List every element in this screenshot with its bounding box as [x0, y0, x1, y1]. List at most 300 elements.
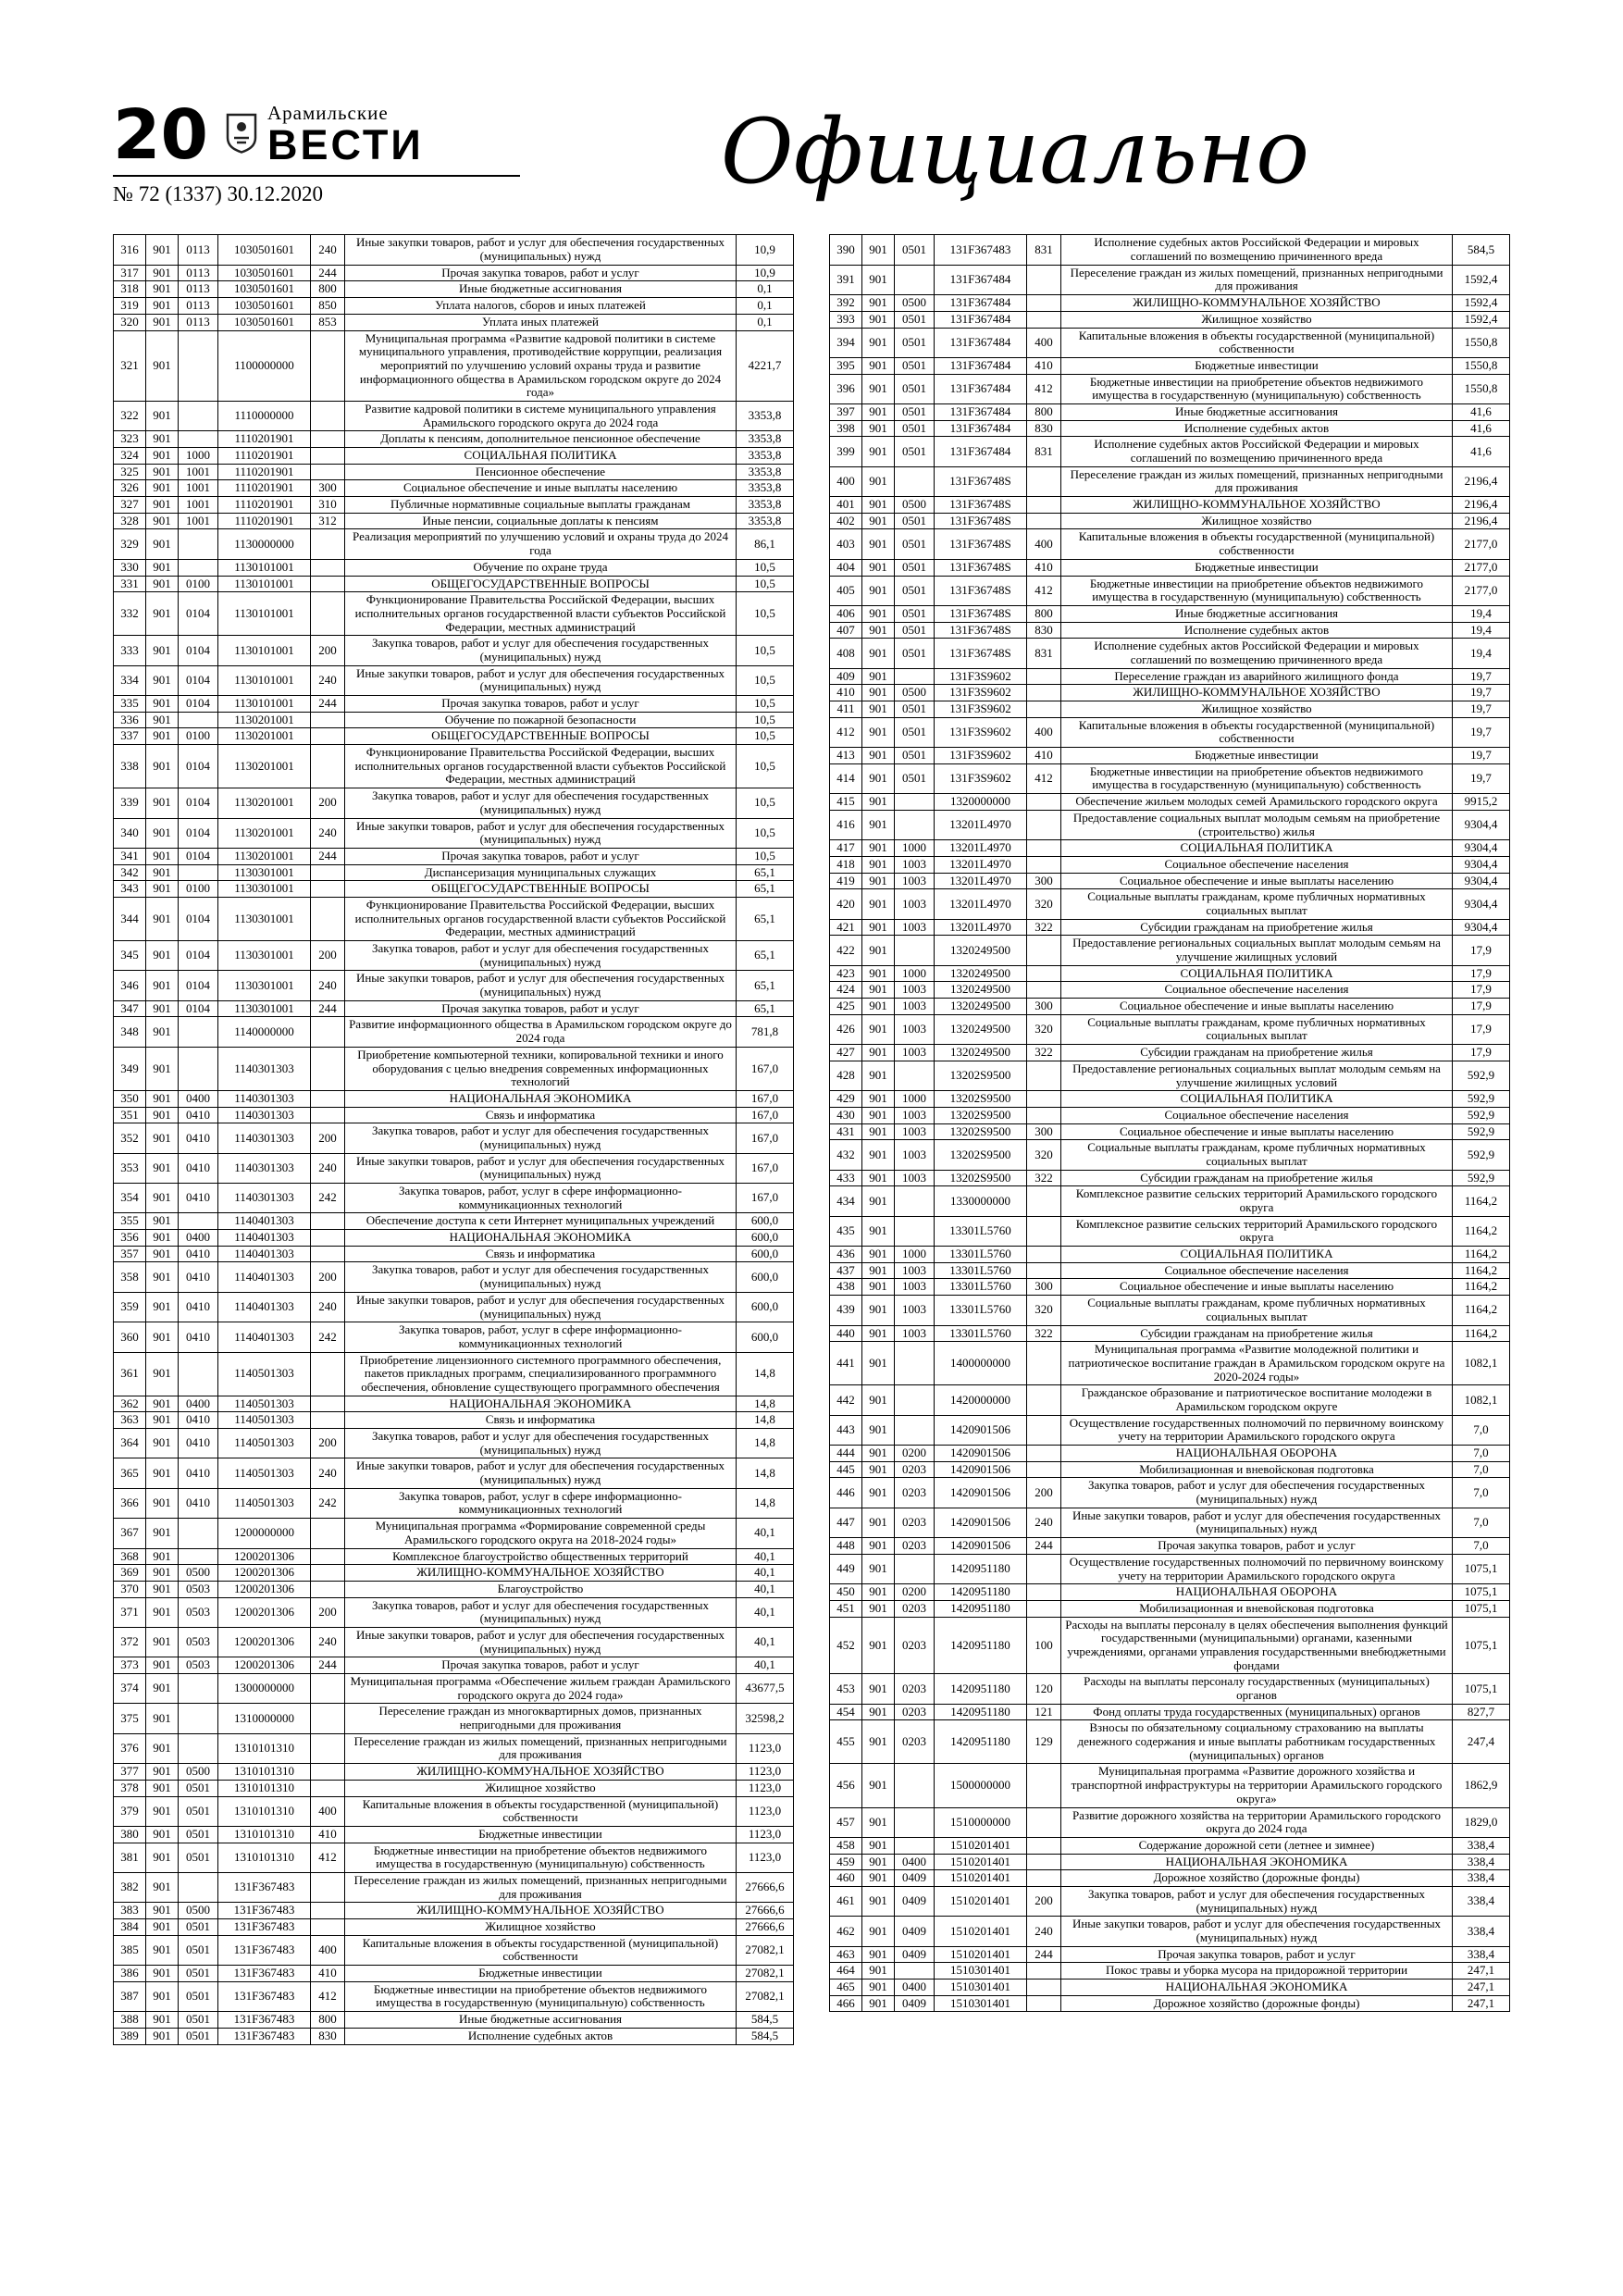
- amount-cell: 7,0: [1453, 1508, 1510, 1537]
- expense-kind-code-cell: 412: [1027, 763, 1061, 793]
- amount-cell: 592,9: [1453, 1123, 1510, 1140]
- target-article-code-cell: 1320249500: [935, 965, 1027, 982]
- row-number-cell: 451: [830, 1600, 862, 1617]
- expense-kind-code-cell: [1027, 668, 1061, 685]
- target-article-code-cell: 1140401303: [218, 1292, 311, 1322]
- budget-row: [830, 982, 1510, 999]
- row-number-cell: 330: [114, 559, 146, 576]
- amount-cell: 41,6: [1453, 437, 1510, 466]
- main-disposer-code-cell: 901: [862, 1995, 895, 2012]
- target-article-code-cell: 131F36748S: [935, 559, 1027, 576]
- amount-cell: 1075,1: [1453, 1554, 1510, 1583]
- expense-kind-code-cell: [1027, 1584, 1061, 1601]
- section-subsection-code-cell: 0500: [895, 295, 935, 312]
- expense-kind-code-cell: 853: [311, 314, 345, 330]
- budget-row: [830, 1837, 1510, 1854]
- row-number-cell: 341: [114, 848, 146, 864]
- row-number-cell: 434: [830, 1186, 862, 1216]
- budget-row: [114, 745, 794, 788]
- section-subsection-code-cell: 0104: [179, 941, 218, 971]
- section-subsection-code-cell: [179, 1352, 218, 1396]
- amount-cell: 9304,4: [1453, 889, 1510, 919]
- target-article-code-cell: 1110000000: [218, 401, 311, 430]
- target-article-code-cell: 1510201401: [935, 1837, 1027, 1854]
- expense-name-cell: Покос травы и уборка мусора на придорожной территории: [1061, 1963, 1453, 1980]
- budget-row: [114, 1674, 794, 1704]
- budget-row: [830, 497, 1510, 514]
- main-disposer-code-cell: 901: [146, 401, 179, 430]
- main-disposer-code-cell: 901: [862, 1917, 895, 1946]
- expense-name-cell: Иные бюджетные ассигнования: [1061, 403, 1453, 420]
- main-disposer-code-cell: 901: [862, 1107, 895, 1123]
- main-disposer-code-cell: 901: [146, 1657, 179, 1674]
- budget-row: [114, 1230, 794, 1247]
- budget-row: [114, 431, 794, 448]
- budget-row: [830, 1461, 1510, 1478]
- row-number-cell: 408: [830, 639, 862, 668]
- expense-kind-code-cell: 400: [311, 1796, 345, 1826]
- expense-kind-code-cell: [311, 1352, 345, 1396]
- amount-cell: 1164,2: [1453, 1279, 1510, 1296]
- main-disposer-code-cell: 901: [862, 1870, 895, 1887]
- expense-kind-code-cell: [1027, 1995, 1061, 2012]
- expense-kind-code-cell: 240: [311, 235, 345, 265]
- amount-cell: 7,0: [1453, 1478, 1510, 1508]
- expense-name-cell: Комплексное развитие сельских территорий Арамильского городского округа: [1061, 1186, 1453, 1216]
- amount-cell: 10,5: [737, 696, 794, 713]
- main-disposer-code-cell: 901: [862, 1091, 895, 1108]
- row-number-cell: 443: [830, 1415, 862, 1445]
- expense-kind-code-cell: 240: [311, 818, 345, 848]
- row-number-cell: 379: [114, 1796, 146, 1826]
- target-article-code-cell: 13301L5760: [935, 1247, 1027, 1263]
- expense-name-cell: Закупка товаров, работ и услуг для обеспечения государственных (муниципальных) нужд: [345, 788, 737, 818]
- main-disposer-code-cell: 901: [862, 1325, 895, 1342]
- expense-kind-code-cell: 129: [1027, 1720, 1061, 1764]
- main-disposer-code-cell: 901: [862, 1886, 895, 1916]
- expense-name-cell: Приобретение лицензионного системного программного обеспечения, пакетов прикладных программ, специализированного программного обеспечения, обновление существующего программного обеспечения: [345, 1352, 737, 1396]
- target-article-code-cell: 1140501303: [218, 1352, 311, 1396]
- amount-cell: 10,5: [737, 788, 794, 818]
- amount-cell: 65,1: [737, 881, 794, 898]
- main-disposer-code-cell: 901: [146, 1733, 179, 1763]
- amount-cell: 65,1: [737, 864, 794, 881]
- section-subsection-code-cell: 1000: [895, 840, 935, 857]
- amount-cell: 0,1: [737, 314, 794, 330]
- expense-name-cell: Капитальные вложения в объекты государственной (муниципальной) собственности: [1061, 529, 1453, 559]
- row-number-cell: 381: [114, 1843, 146, 1872]
- expense-name-cell: Муниципальная программа «Формирование современной среды Арамильского городского округа на 2018-2024 годы»: [345, 1519, 737, 1548]
- expense-name-cell: ЖИЛИЩНО-КОММУНАЛЬНОЕ ХОЗЯЙСТВО: [345, 1565, 737, 1582]
- expense-kind-code-cell: 410: [311, 1826, 345, 1843]
- expense-name-cell: Субсидии гражданам на приобретение жилья: [1061, 1045, 1453, 1061]
- expense-name-cell: НАЦИОНАЛЬНАЯ ОБОРОНА: [1061, 1584, 1453, 1601]
- row-number-cell: 359: [114, 1292, 146, 1322]
- budget-row: [114, 1017, 794, 1047]
- budget-row: [830, 763, 1510, 793]
- expense-name-cell: Иные закупки товаров, работ и услуг для обеспечения государственных (муниципальных) нужд: [345, 1627, 737, 1657]
- budget-row: [114, 235, 794, 265]
- amount-cell: 167,0: [737, 1153, 794, 1183]
- target-article-code-cell: 1140401303: [218, 1230, 311, 1247]
- row-number-cell: 335: [114, 696, 146, 713]
- target-article-code-cell: 1320000000: [935, 794, 1027, 811]
- amount-cell: 9304,4: [1453, 840, 1510, 857]
- main-disposer-code-cell: 901: [146, 1017, 179, 1047]
- expense-kind-code-cell: [1027, 1061, 1061, 1090]
- row-number-cell: 447: [830, 1508, 862, 1537]
- section-subsection-code-cell: 0500: [895, 497, 935, 514]
- main-disposer-code-cell: 901: [862, 794, 895, 811]
- expense-kind-code-cell: 200: [311, 788, 345, 818]
- section-subsection-code-cell: 0100: [179, 881, 218, 898]
- budget-row: [114, 1826, 794, 1843]
- expense-name-cell: Комплексное развитие сельских территорий Арамильского городского округа: [1061, 1216, 1453, 1246]
- target-article-code-cell: 1130301001: [218, 941, 311, 971]
- row-number-cell: 453: [830, 1674, 862, 1704]
- budget-row: [114, 529, 794, 559]
- row-number-cell: 464: [830, 1963, 862, 1980]
- expense-kind-code-cell: [1027, 794, 1061, 811]
- target-article-code-cell: 131F367483: [218, 1935, 311, 1965]
- expense-name-cell: Закупка товаров, работ и услуг для обеспечения государственных (муниципальных) нужд: [345, 1597, 737, 1627]
- row-number-cell: 438: [830, 1279, 862, 1296]
- row-number-cell: 393: [830, 311, 862, 328]
- expense-kind-code-cell: 300: [311, 480, 345, 497]
- section-subsection-code-cell: 1001: [179, 464, 218, 480]
- main-disposer-code-cell: 901: [146, 1322, 179, 1352]
- amount-cell: 10,5: [737, 592, 794, 636]
- budget-row: [114, 497, 794, 514]
- budget-row: [830, 403, 1510, 420]
- row-number-cell: 423: [830, 965, 862, 982]
- amount-cell: 3353,8: [737, 497, 794, 514]
- row-number-cell: 354: [114, 1184, 146, 1213]
- expense-name-cell: Прочая закупка товаров, работ и услуг: [1061, 1538, 1453, 1555]
- expense-kind-code-cell: [311, 1780, 345, 1796]
- main-disposer-code-cell: 901: [146, 1704, 179, 1733]
- row-number-cell: 403: [830, 529, 862, 559]
- main-disposer-code-cell: 901: [862, 529, 895, 559]
- section-subsection-code-cell: [895, 668, 935, 685]
- amount-cell: 338,4: [1453, 1886, 1510, 1916]
- target-article-code-cell: 1130101001: [218, 665, 311, 695]
- row-number-cell: 391: [830, 265, 862, 294]
- target-article-code-cell: 1140501303: [218, 1396, 311, 1412]
- budget-row: [114, 1733, 794, 1763]
- target-article-code-cell: 1030501601: [218, 235, 311, 265]
- expense-name-cell: Закупка товаров, работ и услуг для обеспечения государственных (муниципальных) нужд: [345, 1429, 737, 1458]
- row-number-cell: 466: [830, 1995, 862, 2012]
- expense-name-cell: Бюджетные инвестиции на приобретение объектов недвижимого имущества в государственную (муниципальную) собственность: [345, 1843, 737, 1872]
- expense-name-cell: НАЦИОНАЛЬНАЯ ЭКОНОМИКА: [1061, 1854, 1453, 1870]
- main-disposer-code-cell: 901: [146, 480, 179, 497]
- expense-name-cell: СОЦИАЛЬНАЯ ПОЛИТИКА: [1061, 1247, 1453, 1263]
- amount-cell: 43677,5: [737, 1674, 794, 1704]
- row-number-cell: 386: [114, 1966, 146, 1982]
- budget-row: [830, 1342, 1510, 1385]
- expense-kind-code-cell: [311, 1903, 345, 1919]
- expense-kind-code-cell: 244: [1027, 1946, 1061, 1963]
- expense-kind-code-cell: [311, 1872, 345, 1902]
- amount-cell: 1592,4: [1453, 311, 1510, 328]
- expense-name-cell: Прочая закупка товаров, работ и услуг: [345, 848, 737, 864]
- budget-row: [830, 513, 1510, 529]
- main-disposer-code-cell: 901: [862, 1508, 895, 1537]
- budget-row: [114, 636, 794, 665]
- main-disposer-code-cell: 901: [862, 889, 895, 919]
- main-disposer-code-cell: 901: [146, 513, 179, 529]
- amount-cell: 1550,8: [1453, 357, 1510, 374]
- expense-name-cell: Уплата налогов, сборов и иных платежей: [345, 298, 737, 315]
- section-subsection-code-cell: 0501: [179, 1843, 218, 1872]
- main-disposer-code-cell: 901: [862, 1837, 895, 1854]
- expense-kind-code-cell: 322: [1027, 1170, 1061, 1186]
- amount-cell: 600,0: [737, 1230, 794, 1247]
- target-article-code-cell: 131F367484: [935, 357, 1027, 374]
- amount-cell: 19,7: [1453, 763, 1510, 793]
- main-disposer-code-cell: 901: [146, 576, 179, 592]
- main-disposer-code-cell: 901: [146, 636, 179, 665]
- amount-cell: 19,4: [1453, 639, 1510, 668]
- section-subsection-code-cell: 0501: [895, 701, 935, 718]
- budget-row: [114, 2028, 794, 2044]
- expense-kind-code-cell: [1027, 295, 1061, 312]
- budget-row: [114, 1981, 794, 2011]
- amount-cell: 1164,2: [1453, 1325, 1510, 1342]
- expense-name-cell: ОБЩЕГОСУДАРСТВЕННЫЕ ВОПРОСЫ: [345, 576, 737, 592]
- section-subsection-code-cell: 0410: [179, 1429, 218, 1458]
- budget-row: [114, 559, 794, 576]
- section-subsection-code-cell: 0501: [179, 1796, 218, 1826]
- section-subsection-code-cell: [895, 1186, 935, 1216]
- section-subsection-code-cell: 1003: [895, 1262, 935, 1279]
- expense-kind-code-cell: 412: [1027, 576, 1061, 605]
- expense-name-cell: Капитальные вложения в объекты государственной (муниципальной) собственности: [1061, 717, 1453, 747]
- section-subsection-code-cell: 0203: [895, 1674, 935, 1704]
- target-article-code-cell: 1130201001: [218, 745, 311, 788]
- section-subsection-code-cell: 0104: [179, 745, 218, 788]
- expense-kind-code-cell: 242: [311, 1322, 345, 1352]
- expense-name-cell: Прочая закупка товаров, работ и услуг: [1061, 1946, 1453, 1963]
- row-number-cell: 452: [830, 1617, 862, 1674]
- expense-kind-code-cell: 412: [1027, 374, 1061, 403]
- target-article-code-cell: 1420951180: [935, 1584, 1027, 1601]
- amount-cell: 1075,1: [1453, 1600, 1510, 1617]
- row-number-cell: 380: [114, 1826, 146, 1843]
- row-number-cell: 361: [114, 1352, 146, 1396]
- section-subsection-code-cell: 0104: [179, 848, 218, 864]
- target-article-code-cell: 1510000000: [935, 1807, 1027, 1837]
- main-disposer-code-cell: 901: [146, 1548, 179, 1565]
- section-subsection-code-cell: 1003: [895, 999, 935, 1015]
- main-disposer-code-cell: 901: [862, 999, 895, 1015]
- target-article-code-cell: 131F3S9602: [935, 685, 1027, 701]
- amount-cell: 17,9: [1453, 1014, 1510, 1044]
- budget-row: [114, 1764, 794, 1781]
- target-article-code-cell: 1110201901: [218, 448, 311, 465]
- expense-name-cell: Социальные выплаты гражданам, кроме публичных нормативных социальных выплат: [1061, 889, 1453, 919]
- amount-cell: 27082,1: [737, 1966, 794, 1982]
- target-article-code-cell: 1500000000: [935, 1764, 1027, 1807]
- expense-name-cell: Обучение по охране труда: [345, 559, 737, 576]
- budget-table-right-column: [829, 234, 1510, 2012]
- target-article-code-cell: 131F367484: [935, 295, 1027, 312]
- row-number-cell: 342: [114, 864, 146, 881]
- budget-row: [830, 1963, 1510, 1980]
- row-number-cell: 450: [830, 1584, 862, 1601]
- row-number-cell: 462: [830, 1917, 862, 1946]
- expense-kind-code-cell: 240: [311, 1153, 345, 1183]
- expense-kind-code-cell: 121: [1027, 1704, 1061, 1720]
- expense-kind-code-cell: [311, 576, 345, 592]
- expense-kind-code-cell: [1027, 701, 1061, 718]
- main-disposer-code-cell: 901: [862, 265, 895, 294]
- section-subsection-code-cell: 0503: [179, 1597, 218, 1627]
- amount-cell: 1550,8: [1453, 374, 1510, 403]
- section-subsection-code-cell: [179, 1548, 218, 1565]
- expense-kind-code-cell: 400: [1027, 717, 1061, 747]
- section-subsection-code-cell: [179, 559, 218, 576]
- budget-row: [830, 1140, 1510, 1170]
- budget-row: [830, 1279, 1510, 1296]
- target-article-code-cell: 1140301303: [218, 1184, 311, 1213]
- target-article-code-cell: 131F367483: [218, 1981, 311, 2011]
- section-subsection-code-cell: [179, 330, 218, 401]
- target-article-code-cell: 1420951180: [935, 1704, 1027, 1720]
- target-article-code-cell: 1310101310: [218, 1796, 311, 1826]
- expense-name-cell: Фонд оплаты труда государственных (муниципальных) органов: [1061, 1704, 1453, 1720]
- expense-kind-code-cell: 830: [1027, 622, 1061, 639]
- main-disposer-code-cell: 901: [862, 437, 895, 466]
- target-article-code-cell: 1130301001: [218, 881, 311, 898]
- main-disposer-code-cell: 901: [862, 420, 895, 437]
- amount-cell: 14,8: [737, 1396, 794, 1412]
- section-subsection-code-cell: 0113: [179, 314, 218, 330]
- row-number-cell: 376: [114, 1733, 146, 1763]
- target-article-code-cell: 1320249500: [935, 999, 1027, 1015]
- section-subsection-code-cell: 0410: [179, 1488, 218, 1518]
- row-number-cell: 390: [830, 235, 862, 265]
- target-article-code-cell: 1200201306: [218, 1627, 311, 1657]
- row-number-cell: 404: [830, 559, 862, 576]
- row-number-cell: 387: [114, 1981, 146, 2011]
- main-disposer-code-cell: 901: [862, 1385, 895, 1415]
- expense-kind-code-cell: [311, 728, 345, 745]
- section-subsection-code-cell: [895, 794, 935, 811]
- main-disposer-code-cell: 901: [862, 1415, 895, 1445]
- target-article-code-cell: 13201L4970: [935, 889, 1027, 919]
- expense-name-cell: Функционирование Правительства Российской Федерации, высших исполнительных органов государственной власти субъектов Российской Федерации, местных администраций: [345, 592, 737, 636]
- row-number-cell: 378: [114, 1780, 146, 1796]
- amount-cell: 27666,6: [737, 1872, 794, 1902]
- main-disposer-code-cell: 901: [862, 1674, 895, 1704]
- main-disposer-code-cell: 901: [862, 1247, 895, 1263]
- main-disposer-code-cell: 901: [146, 1246, 179, 1262]
- amount-cell: 247,1: [1453, 1963, 1510, 1980]
- section-subsection-code-cell: [895, 1385, 935, 1415]
- budget-row: [830, 856, 1510, 873]
- row-number-cell: 419: [830, 873, 862, 889]
- expense-kind-code-cell: 200: [1027, 1886, 1061, 1916]
- expense-kind-code-cell: [311, 1047, 345, 1090]
- expense-kind-code-cell: [311, 1704, 345, 1733]
- main-disposer-code-cell: 901: [146, 1935, 179, 1965]
- expense-kind-code-cell: 240: [311, 1627, 345, 1657]
- section-subsection-code-cell: 0501: [179, 1981, 218, 2011]
- section-subsection-code-cell: 0501: [895, 559, 935, 576]
- amount-cell: 86,1: [737, 529, 794, 559]
- row-number-cell: 457: [830, 1807, 862, 1837]
- budget-row: [830, 265, 1510, 294]
- expense-name-cell: Социальные выплаты гражданам, кроме публичных нормативных социальных выплат: [1061, 1014, 1453, 1044]
- section-subsection-code-cell: 0203: [895, 1720, 935, 1764]
- budget-row: [830, 1720, 1510, 1764]
- section-subsection-code-cell: 0501: [895, 763, 935, 793]
- main-disposer-code-cell: 901: [862, 295, 895, 312]
- expense-name-cell: Переселение граждан из жилых помещений, признанных непригодными для проживания: [345, 1733, 737, 1763]
- row-number-cell: 383: [114, 1903, 146, 1919]
- target-article-code-cell: 13202S9500: [935, 1140, 1027, 1170]
- main-disposer-code-cell: 901: [146, 1581, 179, 1597]
- expense-name-cell: Бюджетные инвестиции: [1061, 748, 1453, 764]
- expense-kind-code-cell: [1027, 810, 1061, 839]
- budget-row: [830, 1807, 1510, 1837]
- section-subsection-code-cell: 0104: [179, 636, 218, 665]
- main-disposer-code-cell: 901: [146, 464, 179, 480]
- expense-kind-code-cell: [1027, 1216, 1061, 1246]
- target-article-code-cell: 1310101310: [218, 1764, 311, 1781]
- amount-cell: 2177,0: [1453, 576, 1510, 605]
- section-subsection-code-cell: 0501: [895, 235, 935, 265]
- section-subsection-code-cell: 0409: [895, 1946, 935, 1963]
- expense-kind-code-cell: [311, 897, 345, 940]
- main-disposer-code-cell: 901: [862, 622, 895, 639]
- main-disposer-code-cell: 901: [146, 1262, 179, 1292]
- target-article-code-cell: 1130101001: [218, 592, 311, 636]
- expense-kind-code-cell: 410: [1027, 559, 1061, 576]
- section-subsection-code-cell: 0501: [895, 311, 935, 328]
- row-number-cell: 407: [830, 622, 862, 639]
- expense-name-cell: Обеспечение доступа к сети Интернет муниципальных учреждений: [345, 1213, 737, 1230]
- amount-cell: 40,1: [737, 1597, 794, 1627]
- expense-name-cell: Муниципальная программа «Развитие дорожного хозяйства и транспортной инфраструктуры на территории Арамильского городского округа»: [1061, 1764, 1453, 1807]
- row-number-cell: 340: [114, 818, 146, 848]
- row-number-cell: 400: [830, 466, 862, 496]
- budget-row: [830, 1980, 1510, 1996]
- target-article-code-cell: 1310101310: [218, 1826, 311, 1843]
- expense-name-cell: Переселение граждан из жилых помещений, признанных непригодными для проживания: [1061, 466, 1453, 496]
- main-disposer-code-cell: 901: [146, 1292, 179, 1322]
- expense-kind-code-cell: [311, 712, 345, 728]
- budget-row: [114, 480, 794, 497]
- section-subsection-code-cell: 1003: [895, 982, 935, 999]
- expense-kind-code-cell: 244: [1027, 1538, 1061, 1555]
- target-article-code-cell: 1510201401: [935, 1886, 1027, 1916]
- amount-cell: 1164,2: [1453, 1247, 1510, 1263]
- expense-kind-code-cell: 240: [1027, 1917, 1061, 1946]
- main-disposer-code-cell: 901: [862, 1461, 895, 1478]
- main-disposer-code-cell: 901: [146, 1519, 179, 1548]
- amount-cell: 7,0: [1453, 1538, 1510, 1555]
- section-subsection-code-cell: 0501: [895, 328, 935, 357]
- expense-name-cell: Расходы на выплаты персоналу государственных (муниципальных) органов: [1061, 1674, 1453, 1704]
- budget-row: [114, 1458, 794, 1488]
- budget-row: [830, 794, 1510, 811]
- section-subsection-code-cell: [895, 1415, 935, 1445]
- expense-name-cell: Исполнение судебных актов Российской Федерации и мировых соглашений по возмещению причиненного вреда: [1061, 639, 1453, 668]
- target-article-code-cell: 13202S9500: [935, 1107, 1027, 1123]
